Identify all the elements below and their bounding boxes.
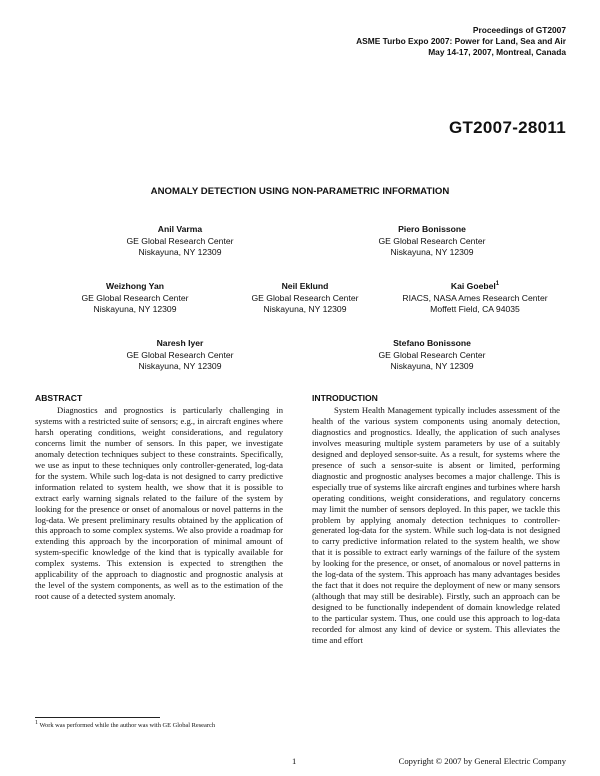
author-affiliation: GE Global Research Center [81,292,189,303]
paper-id: GT2007-28011 [448,118,566,137]
author-location: Moffett Field, CA 94035 [430,304,520,314]
footnote [35,722,215,729]
author-location: Niskayuna, NY 12309 [263,304,347,314]
conference-name: ASME Turbo Expo 2007: Power for Land, Sea and Air [356,36,566,46]
author-affiliation: GE Global Research Center [251,292,359,303]
footnote-marker: 1 [495,281,500,287]
abstract-section [35,393,283,602]
proceedings-name: Proceedings of GT2007 [472,25,566,35]
introduction-heading: INTRODUCTION [312,393,378,403]
paper-title: ANOMALY DETECTION USING NON-PARAMETRIC INFORMATION [150,186,450,197]
author-name: Weizhong Yan [106,281,164,291]
footnote-number: 1 [35,720,38,726]
author-name [375,281,575,293]
footnote-divider [35,717,160,718]
author-location: Niskayuna, NY 12309 [138,247,222,257]
author-name: Piero Bonissone [398,224,466,234]
author-block [322,224,542,259]
page-number: 1 [292,756,297,766]
author-location: Niskayuna, NY 12309 [138,361,222,371]
abstract-heading: ABSTRACT [35,393,83,403]
introduction-text: System Health Management typically includes assessment of the health of the various system components using anomaly detection, diagnostics and prognostics. Ideally, the application of such analyses involves measuring multiple system parameters by use of a suitably designed and deployed sensor-suite. As a result, for systems where the presence of such a sensor-suite is absent or limited, performing diagnostic and prognostic analyses becomes a major challenge. This is especially true of systems like aircraft engines and turbines where harsh operating conditions, weight considerations, and regulatory concerns may limit the number of sensors deployed. In this paper, we tackle this problem by applying anomaly detection techniques to controller-generated log-data for the system. While such log-data is not designed to carry predictive information related to the system health, we show that it is possible to extract early warnings of the failure of the system by looking for the presence, or onset, of anomalous or novel patterns in the log-data of the system. This approach has many advantages besides the fact that it does not require the deployment of new or many sensors (although that may still be desirable). Firstly, such an approach can be designed to be functionally independent of domain knowledge related to the particular system. Thus, one could use this approach to log-data recorded for almost any kind of device or system. This alleviates the time and effort [312,405,560,646]
author-name: Naresh Iyer [156,338,204,348]
author-location: Niskayuna, NY 12309 [93,304,177,314]
abstract-text: Diagnostics and prognostics is particularly challenging in systems with a restricted suite of sensors; e.g., in aircraft engines where harsh operating conditions, weight considerations, and regulatory concerns limit the number of sensors. In this paper, we investigate anomaly detection techniques subject to these constraints. Specifically, we use as input to these techniques only controller-generated, log-data for the system. While such log-data is not designed to carry predictive information related to system health, we show that it is possible to extract early warning signals related to the failure of the system by looking for the presence or onset of anomalous or novel patterns in the log-data. We present preliminary results obtained by the application of this approach to some complex systems. We also provide a roadmap for extending this approach by the incorporation of minimal amount of system-specific knowledge of the kind that is typically available for complex systems. This extension is expected to strengthen the applicability of the approach to diagnostic and prognostic analysis at the level of the system components, as well as to the estimation of the root cause of a detected system anomaly. [35,405,283,602]
author-block [322,338,542,373]
proceedings-header [356,25,566,58]
author-block [375,281,575,316]
copyright-notice: Copyright © 2007 by General Electric Company [398,756,566,766]
author-name: Stefano Bonissone [393,338,471,348]
introduction-section [312,393,560,646]
author-affiliation: RIACS, NASA Ames Research Center [402,292,548,303]
author-affiliation: GE Global Research Center [126,235,234,246]
author-location: Niskayuna, NY 12309 [390,247,474,257]
author-location: Niskayuna, NY 12309 [390,361,474,371]
author-name: Neil Eklund [281,281,329,291]
footnote-text: Work was performed while the author was with GE Global Research [39,722,216,729]
conference-date-location: May 14-17, 2007, Montreal, Canada [428,47,566,57]
author-block [70,224,290,259]
author-affiliation: GE Global Research Center [378,235,486,246]
author-affiliation: GE Global Research Center [378,349,486,360]
author-name: Anil Varma [157,224,203,234]
author-affiliation: GE Global Research Center [126,349,234,360]
author-name-text: Kai Goebel [450,281,496,291]
author-block [70,338,290,373]
